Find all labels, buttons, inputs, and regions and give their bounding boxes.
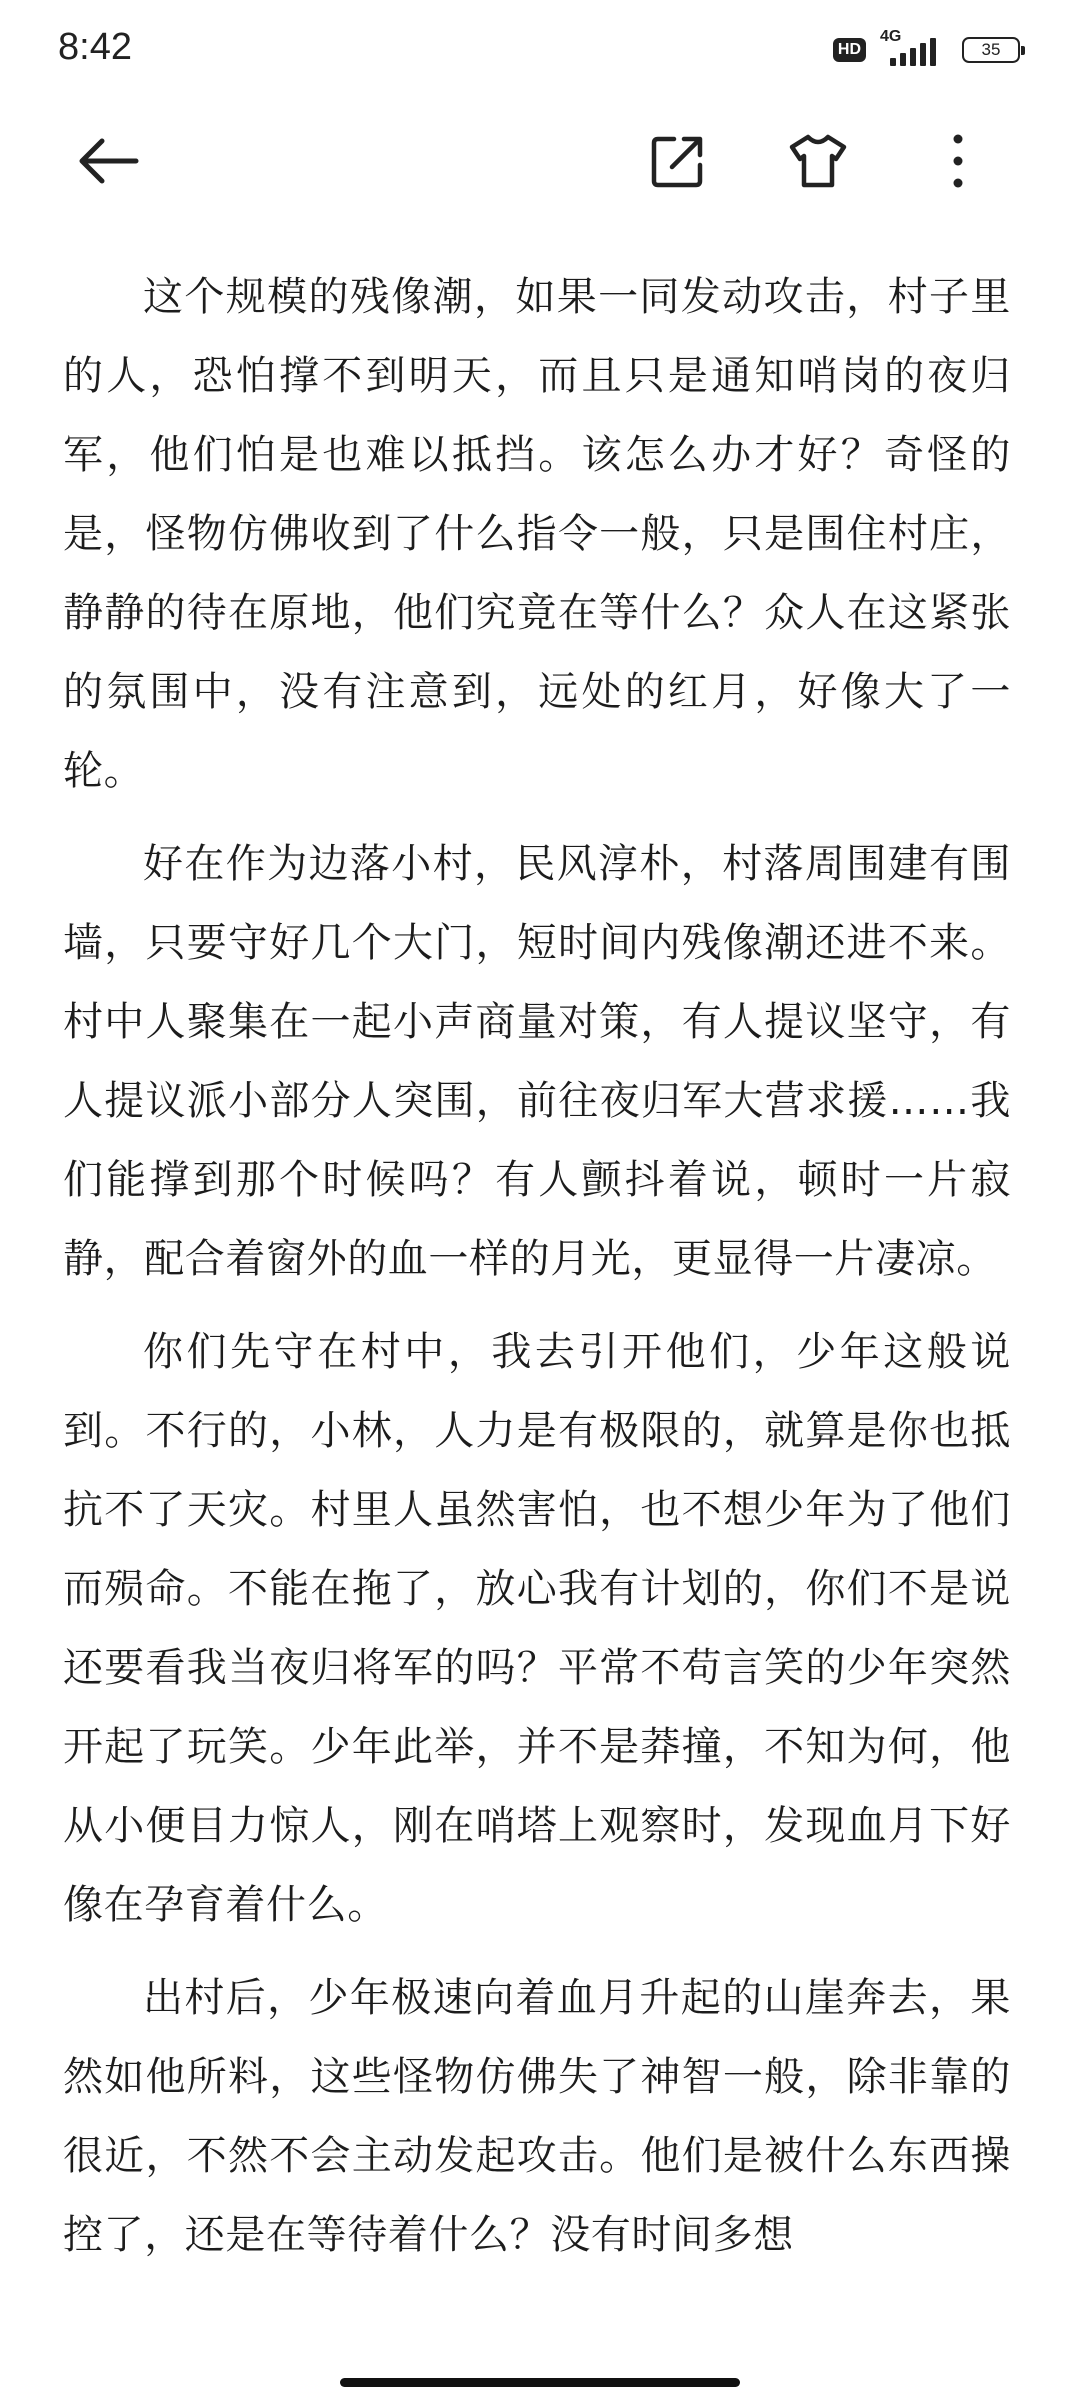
more-vertical-icon [950,133,966,189]
tshirt-icon [788,133,848,189]
cellular-signal-icon [880,30,948,70]
more-options-button[interactable] [922,125,994,197]
paragraph: 你们先守在村中，我去引开他们，少年这般说到。不行的，小林，人力是有极限的，就算是你也抵抗不了天灾。村里人虽然害怕，也不想少年为了他们而殒命。不能在拖了，放心我有计划的，你们不是说还要看我当夜归将军的吗？平常不苟言笑的少年突然开起了玩笑。少年此举，并不是莽撞，不知为何，他从小便目力惊人，刚在哨塔上观察时，发现血月下好像在孕育着什么。 [63,1329,1011,1928]
battery-level: 35 [981,40,1001,59]
reader-toolbar [0,100,1080,220]
article-content [63,258,1011,2289]
paragraph: 好在作为边落小村，民风淳朴，村落周围建有围墙，只要守好几个大门，短时间内残像潮还进不来。村中人聚集在一起小声商量对策，有人提议坚守，有人提议派小部分人突围，前往夜归军大营求援……我们能撑到那个时候吗？有人颤抖着说，顿时一片寂静，配合着窗外的血一样的月光，更显得一片凄凉。 [63,841,1011,1282]
battery-icon [962,37,1020,63]
network-type-label: 4G [880,28,902,45]
share-external-icon [650,133,706,189]
paragraph: 这个规模的残像潮，如果一同发动攻击，村子里的人，恐怕撑不到明天，而且只是通知哨岗的夜归军，他们怕是也难以抵挡。该怎么办才好？奇怪的是，怪物仿佛收到了什么指令一般，只是围住村庄，静静的待在原地，他们究竟在等什么？众人在这紧张的氛围中，没有注意到，远处的红月，好像大了一轮。 [63,274,1011,794]
back-button[interactable] [72,125,144,197]
home-indicator[interactable] [340,2378,740,2387]
hd-badge: HD [833,38,866,62]
status-time: 8:42 [58,26,132,68]
share-button[interactable] [642,125,714,197]
paragraph: 出村后，少年极速向着血月升起的山崖奔去，果然如他所料，这些怪物仿佛失了神智一般，除非靠的很近，不然不会主动发起攻击。他们是被什么东西操控了，还是在等待着什么？没有时间多想 [63,1975,1011,2258]
arrow-left-icon [76,137,140,185]
status-icons [833,30,1020,70]
theme-button[interactable] [782,125,854,197]
status-bar [0,0,1080,100]
